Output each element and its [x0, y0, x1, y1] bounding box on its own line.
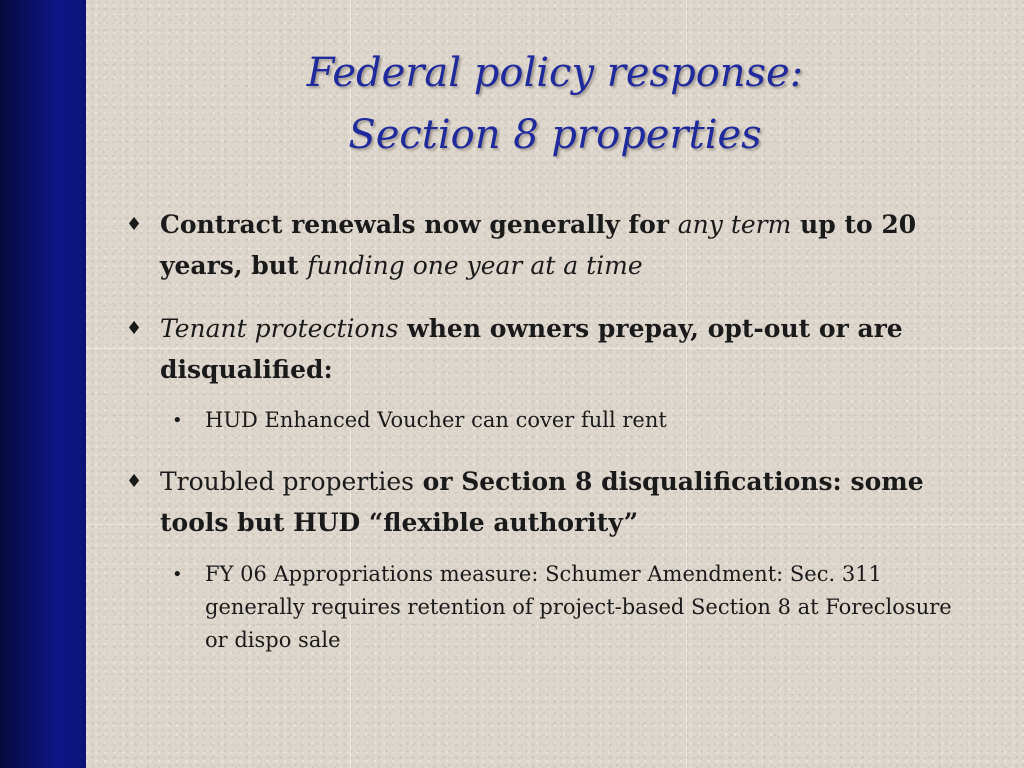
round-bullet-icon: • [172, 564, 183, 585]
bullet-tenant-protections [118, 308, 978, 390]
bullet-text: Troubled properties [160, 467, 414, 496]
bullet-contract-renewals [118, 204, 978, 286]
diamond-bullet-icon: ♦ [126, 214, 143, 235]
bullet-troubled-properties [118, 461, 978, 543]
bullet-text: up to 20 years, but [160, 210, 917, 280]
title-line-2: Section 8 properties [348, 112, 762, 158]
subbullet-schumer-amendment [118, 558, 978, 657]
diamond-bullet-icon: ♦ [126, 471, 143, 492]
slide-title [86, 42, 1024, 166]
title-line-1: Federal policy response: [306, 50, 804, 96]
round-bullet-icon: • [172, 410, 183, 431]
bullet-text-italic: funding one year at a time [307, 251, 643, 280]
bullet-text: when owners prepay, opt-out or are disqualified: [160, 314, 903, 384]
diamond-bullet-icon: ♦ [126, 318, 143, 339]
sidebar-stripe [0, 0, 86, 768]
bullet-text-italic: any term [677, 210, 792, 239]
bullet-text: Contract renewals now generally for [160, 210, 678, 239]
subbullet-enhanced-voucher [118, 404, 667, 437]
subbullet-text: HUD Enhanced Voucher can cover full rent [205, 408, 667, 432]
bullet-text-italic: Tenant protections [160, 314, 399, 343]
bullet-text: or Section 8 disqualifications: some tools but HUD “flexible authority” [160, 467, 924, 537]
subbullet-text: FY 06 Appropriations measure: Schumer Amendment: Sec. 311 generally requires retention of project-based Section 8 at Foreclosure or dispo sale [205, 562, 952, 652]
